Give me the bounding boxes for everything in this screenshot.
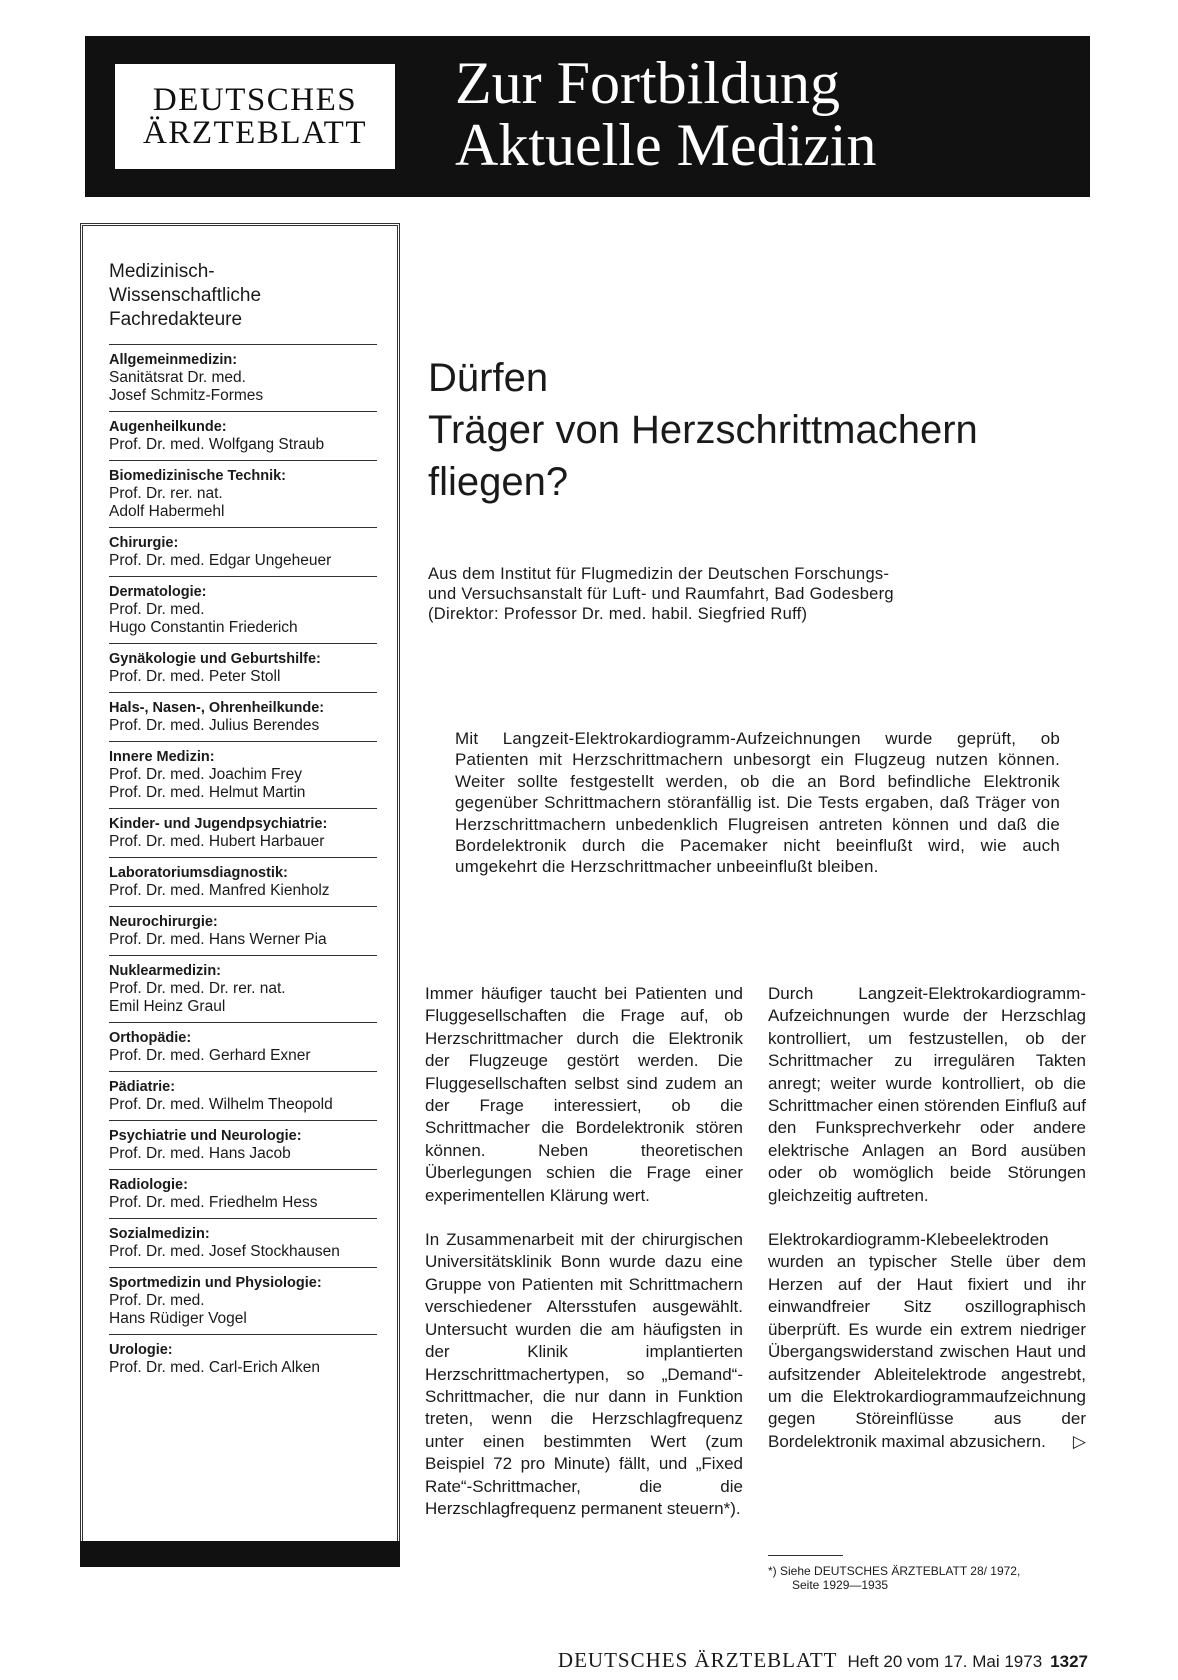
editor-name: Josef Schmitz-Formes	[109, 387, 264, 404]
body-paragraph	[768, 1229, 1086, 1453]
editor-name: Prof. Dr. med. Friedhelm Hess	[109, 1194, 318, 1211]
editor-name: Prof. Dr. med. Hans Jacob	[109, 1145, 291, 1162]
editor-entry	[109, 345, 377, 412]
editor-name: Prof. Dr. med. Wolfgang Straub	[109, 436, 325, 453]
footer-issue: Heft 20 vom 17. Mai 1973	[847, 1652, 1043, 1671]
page-footer	[428, 1648, 1088, 1673]
editor-name: Prof. Dr. rer. nat.	[109, 485, 223, 502]
editor-entry	[109, 742, 377, 809]
editor-entry	[109, 956, 377, 1023]
editor-name: Prof. Dr. med. Julius Berendes	[109, 717, 320, 734]
editors-heading-line: Fachredakteure	[109, 309, 243, 330]
editor-entries	[109, 345, 377, 1383]
editor-entry	[109, 809, 377, 858]
editor-name: Prof. Dr. med. Wilhelm Theopold	[109, 1096, 333, 1113]
continue-triangle-icon: ▷	[1072, 1431, 1086, 1451]
editor-entry	[109, 693, 377, 742]
section-title	[455, 52, 877, 176]
masthead-band	[85, 36, 1090, 197]
footnote-rule	[768, 1555, 843, 1556]
editor-entry	[109, 1023, 377, 1072]
body-column-left	[425, 983, 743, 1542]
editor-name: Prof. Dr. med. Hubert Harbauer	[109, 833, 325, 850]
editor-entry	[109, 1170, 377, 1219]
section-title-line-2: Aktuelle Medizin	[455, 112, 877, 178]
article-title-line: fliegen?	[428, 460, 569, 504]
editor-entry	[109, 858, 377, 907]
editor-category: Laboratoriumsdiagnostik:	[109, 865, 288, 881]
editor-entry	[109, 528, 377, 577]
editor-name: Emil Heinz Graul	[109, 998, 226, 1015]
logo-line-2: ÄRZTEBLATT	[143, 114, 367, 151]
footer-magazine-name: DEUTSCHES ÄRZTEBLATT	[557, 1648, 838, 1672]
affiliation-line: (Direktor: Professor Dr. med. habil. Siegfried Ruff)	[428, 605, 808, 623]
editor-name: Prof. Dr. med.	[109, 601, 205, 618]
body-paragraph-text: Elektrokardiogramm-Klebeelektroden wurden an typischer Stelle über dem Herzen auf der Haut fixiert und ihr einwandfreier Sitz oszillographisch überprüft. Es wurde ein extrem niedriger Übergangswiderstand zwischen Haut und aufsitzender Ableitelektrode angestrebt, um die Elektrokardiogrammaufzeichnung gegen Störeinflüsse aus der Bordelektronik maximal abzusichern.	[768, 1230, 1086, 1451]
body-paragraph: Immer häufiger taucht bei Patienten und Fluggesellschaften die Frage auf, ob Herzschrittmacher durch die Elektronik der Flugzeuge gestört werden. Die Fluggesellschaften selbst sind zudem an der Frage interessiert, ob die Schrittmacher die Bordelektronik stören können. Neben theoretischen Überlegungen schien die Frage einer experimentellen Klärung wert.	[425, 984, 743, 1205]
article-abstract: Mit Langzeit-Elektrokardiogramm-Aufzeichnungen wurde geprüft, ob Patienten mit Herzschrittmachern unbesorgt ein Flugzeug nutzen können. Weiter sollte festgestellt werden, ob die an Bord befindliche Elektronik gegenüber Schrittmachern störanfällig ist. Die Tests ergaben, daß Träger von Herzschrittmachern unbedenklich Flugreisen antreten können und daß die Bordelektronik durch die Pacemaker nicht beeinflußt wird, wie auch umgekehrt die Herzschrittmacher unbeeinflußt bleiben.	[455, 729, 1060, 877]
editor-category: Hals-, Nasen-, Ohrenheilkunde:	[109, 700, 325, 716]
editor-category: Radiologie:	[109, 1177, 188, 1193]
editors-heading-line: Wissenschaftliche	[109, 285, 262, 306]
magazine-logo	[115, 64, 395, 169]
body-column-right	[768, 983, 1086, 1475]
editor-entry	[109, 644, 377, 693]
editors-list	[109, 260, 377, 1383]
editor-category: Orthopädie:	[109, 1030, 192, 1046]
section-title-line-1: Zur Fortbildung	[455, 50, 840, 116]
editor-name: Prof. Dr. med. Edgar Ungeheuer	[109, 552, 332, 569]
editor-entry	[109, 577, 377, 644]
affiliation-line: Aus dem Institut für Flugmedizin der Deutschen Forschungs-	[428, 565, 890, 583]
editor-category: Neurochirurgie:	[109, 914, 218, 930]
editor-category: Nuklearmedizin:	[109, 963, 221, 979]
editor-name: Prof. Dr. med. Peter Stoll	[109, 668, 281, 685]
editor-category: Innere Medizin:	[109, 749, 215, 765]
editor-entry	[109, 1072, 377, 1121]
article-title	[428, 352, 1088, 508]
editor-entry	[109, 461, 377, 528]
editor-entry	[109, 1121, 377, 1170]
editor-name: Prof. Dr. med.	[109, 1292, 205, 1309]
editor-category: Allgemeinmedizin:	[109, 352, 238, 368]
editor-name: Hugo Constantin Friederich	[109, 619, 298, 636]
page-number: 1327	[1050, 1652, 1088, 1671]
editor-name: Adolf Habermehl	[109, 503, 225, 520]
editor-name: Prof. Dr. med. Josef Stockhausen	[109, 1243, 340, 1260]
editor-entry	[109, 1219, 377, 1268]
editor-entry	[109, 907, 377, 956]
editor-category: Psychiatrie und Neurologie:	[109, 1128, 302, 1144]
article-affiliation	[428, 564, 1088, 624]
editor-name: Prof. Dr. med. Gerhard Exner	[109, 1047, 311, 1064]
affiliation-line: und Versuchsanstalt für Luft- und Raumfahrt, Bad Godesberg	[428, 585, 894, 603]
editor-name: Hans Rüdiger Vogel	[109, 1310, 247, 1327]
editor-name: Prof. Dr. med. Helmut Martin	[109, 784, 306, 801]
editor-entry	[109, 1335, 377, 1383]
editor-name: Prof. Dr. med. Joachim Frey	[109, 766, 302, 783]
editor-name: Sanitätsrat Dr. med.	[109, 369, 246, 386]
footnote-line: *) Siehe DEUTSCHES ÄRZTEBLATT 28/ 1972,	[768, 1564, 1021, 1578]
article-title-line: Träger von Herzschrittmachern	[428, 408, 978, 452]
editor-category: Sportmedizin und Physiologie:	[109, 1275, 322, 1291]
editor-entry	[109, 412, 377, 461]
editor-category: Augenheilkunde:	[109, 419, 227, 435]
footnote	[768, 1555, 1088, 1592]
article-title-line: Dürfen	[428, 356, 549, 400]
editor-entry	[109, 1268, 377, 1335]
editors-heading	[109, 260, 377, 345]
editor-category: Gynäkologie und Geburtshilfe:	[109, 651, 321, 667]
editor-name: Prof. Dr. med. Dr. rer. nat.	[109, 980, 286, 997]
editor-category: Biomedizinische Technik:	[109, 468, 286, 484]
editor-category: Chirurgie:	[109, 535, 179, 551]
body-paragraph: Durch Langzeit-Elektrokardiogramm-Aufzeichnungen wurde der Herzschlag kontrolliert, um festzustellen, ob der Schrittmacher zu irregulären Takten anregt; weiter wurde kontrolliert, ob die Schrittmacher einen störenden Einfluß auf den Funksprechverkehr oder andere elektrische Anlagen an Bord ausüben oder ob womöglich beide Störungen gleichzeitig auftreten.	[768, 984, 1086, 1205]
sidebar-bottom-bar	[80, 1541, 400, 1567]
footnote-line: Seite 1929—1935	[792, 1578, 889, 1592]
body-paragraph: In Zusammenarbeit mit der chirurgischen Universitätsklinik Bonn wurde dazu eine Gruppe von Patienten mit Schrittmachern verschiedener Altersstufen ausgewählt. Untersucht wurden die am häufigsten in der Klinik implantierten Herzschrittmachertypen, so „Demand“-Schrittmacher, die nur dann in Funktion treten, wenn die Herzschlagfrequenz unter einen bestimmten Wert (zum Beispiel 72 pro Minute) fällt, und „Fixed Rate“-Schrittmacher, die die Herzschlagfrequenz permanent steuern*).	[425, 1230, 743, 1518]
editor-category: Kinder- und Jugendpsychiatrie:	[109, 816, 328, 832]
editors-sidebar	[80, 223, 400, 1567]
editor-name: Prof. Dr. med. Manfred Kienholz	[109, 882, 330, 899]
editor-category: Pädiatrie:	[109, 1079, 176, 1095]
editor-category: Urologie:	[109, 1342, 173, 1358]
editor-category: Sozialmedizin:	[109, 1226, 210, 1242]
editor-name: Prof. Dr. med. Hans Werner Pia	[109, 931, 327, 948]
logo-line-1: DEUTSCHES	[152, 81, 358, 118]
editor-name: Prof. Dr. med. Carl-Erich Alken	[109, 1359, 321, 1376]
editors-heading-line: Medizinisch-	[109, 261, 215, 282]
editor-category: Dermatologie:	[109, 584, 207, 600]
